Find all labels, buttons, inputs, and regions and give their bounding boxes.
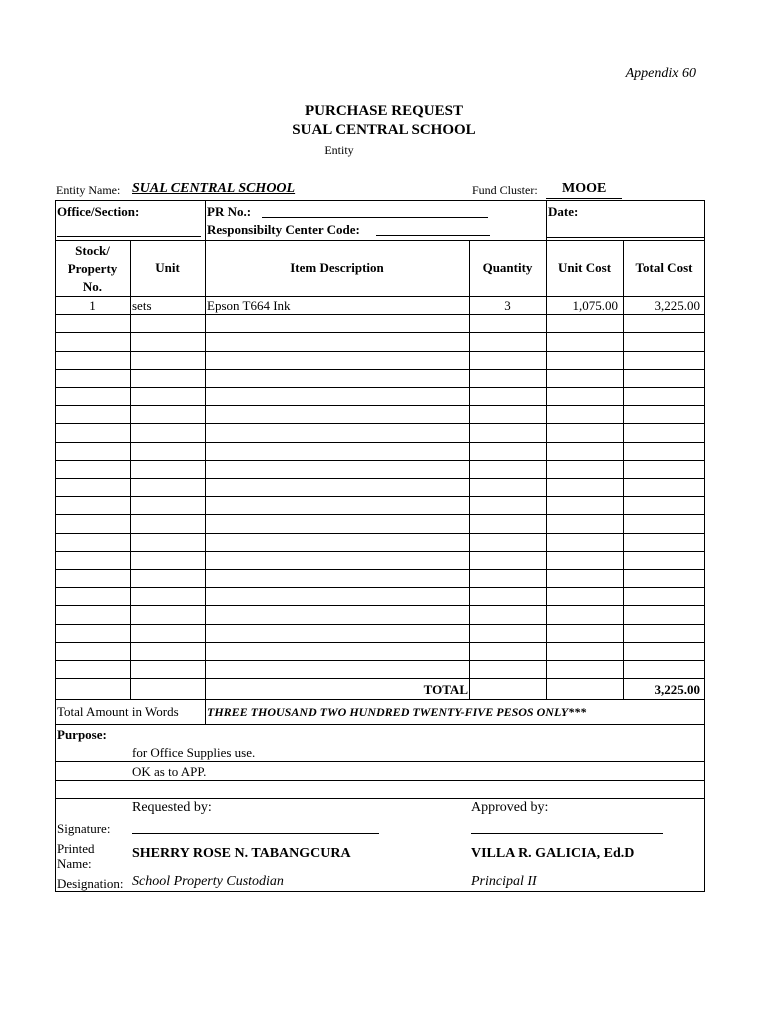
table-row-line [55, 642, 705, 643]
item-quantity: 3 [504, 298, 511, 313]
item-total-cost: 3,225.00 [654, 298, 700, 313]
table-row-line [55, 460, 705, 461]
table-row-line [55, 678, 705, 679]
entity-name-label: Entity Name: [56, 183, 121, 197]
item-unit-cost: 1,075.00 [572, 298, 618, 313]
requester-name: SHERRY ROSE N. TABANGCURA [132, 846, 351, 861]
requester-designation: School Property Custodian [132, 874, 284, 889]
table-row-line [55, 314, 705, 315]
table-row-line [55, 351, 705, 352]
approver-name: VILLA R. GALICIA, Ed.D [471, 846, 635, 861]
col-stock-header: Stock/ Property No. [67, 243, 118, 294]
table-row-line [55, 605, 705, 606]
printed-name-label: Printed Name: [57, 841, 95, 871]
table-row-line [55, 423, 705, 424]
purpose-line-1: for Office Supplies use. [132, 745, 256, 760]
table-row-line [55, 587, 705, 588]
item-unit: sets [132, 298, 152, 313]
entity-caption: Entity [324, 143, 354, 157]
approver-designation: Principal II [471, 874, 537, 889]
table-row-line [55, 514, 705, 515]
signature-label: Signature: [57, 821, 111, 836]
table-row-line [55, 496, 705, 497]
requested-by-label: Requested by: [132, 800, 212, 815]
table-row-line [55, 551, 705, 552]
table-row-line [55, 442, 705, 443]
item-stock-no: 1 [89, 298, 96, 313]
purpose-line-2: OK as to APP. [132, 764, 207, 779]
entity-name-value: SUAL CENTRAL SCHOOL [132, 181, 296, 196]
fund-cluster-label: Fund Cluster: [472, 183, 538, 197]
total-value: 3,225.00 [654, 682, 700, 697]
pr-no-label: PR No.: [207, 204, 252, 219]
document-title: PURCHASE REQUEST [305, 103, 463, 119]
fund-cluster-value: MOOE [562, 181, 607, 196]
office-section-label: Office/Section: [57, 204, 140, 219]
table-row-line [55, 624, 705, 625]
amount-in-words-value: THREE THOUSAND TWO HUNDRED TWENTY-FIVE PESOS ONLY*** [207, 705, 587, 719]
school-name: SUAL CENTRAL SCHOOL [292, 122, 476, 138]
responsibility-center-label: Responsibilty Center Code: [207, 222, 360, 237]
table-row-line [55, 405, 705, 406]
table-row-line [55, 660, 705, 661]
item-description: Epson T664 Ink [207, 298, 291, 313]
col-unit-header: Unit [155, 260, 180, 275]
table-row-line [55, 296, 705, 297]
col-total-cost-header: Total Cost [635, 260, 693, 275]
col-quantity-header: Quantity [482, 260, 533, 275]
col-description-header: Item Description [290, 260, 384, 275]
appendix-label: Appendix 60 [625, 66, 696, 81]
date-label: Date: [548, 204, 579, 219]
table-row-line [55, 369, 705, 370]
purpose-label: Purpose: [57, 727, 107, 742]
amount-in-words-label: Total Amount in Words [57, 704, 179, 719]
table-row-line [55, 387, 705, 388]
col-unit-cost-header: Unit Cost [557, 260, 612, 275]
table-row-line [55, 478, 705, 479]
table-row-line [55, 533, 705, 534]
table-row-line [55, 569, 705, 570]
designation-label: Designation: [57, 876, 124, 891]
total-label: TOTAL [423, 682, 468, 697]
approved-by-label: Approved by: [471, 800, 549, 815]
table-row-line [55, 332, 705, 333]
